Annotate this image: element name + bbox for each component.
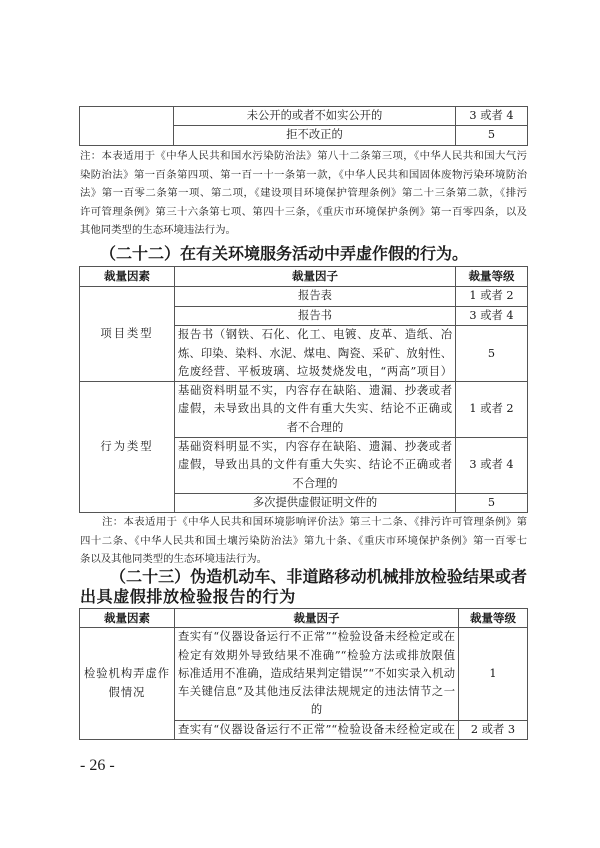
column-header: 裁量因素 <box>80 609 175 628</box>
note-line: 四十二条、《中华人民共和国土壤污染防治法》第九十条、《重庆市环境保护条例》第一百零七 <box>80 534 527 547</box>
factor-cell <box>175 720 459 739</box>
factor-text: 炼、印染、染料、水泥、煤电、陶瓷、采矿、放射性、 <box>178 346 452 360</box>
level-cell: 3 或者 4 <box>456 107 528 126</box>
section-heading: （二十二）在有关环境服务活动中弄虚作假的行为。 <box>100 244 469 263</box>
group-cell <box>80 287 175 382</box>
group-label: 假情况 <box>108 685 146 699</box>
factor-text: 查实有“仪器设备运行不正常”“检验设备未经检定或在 <box>178 630 455 644</box>
table-header-row <box>80 267 528 287</box>
factor-cell <box>175 628 459 720</box>
note-line: 注：本表适用于《中华人民共和国环境影响评价法》第三十二条、《排污许可管理条例》第 <box>102 516 527 528</box>
table-row <box>80 287 528 307</box>
factor-cell <box>175 326 456 382</box>
column-header: 裁量等级 <box>459 609 528 628</box>
note-line: 条以及其他同类型的生态环境违法行为。 <box>80 553 268 565</box>
factor-text: 基础资料明显不实，内容存在缺陷、遗漏、抄袭或者 <box>178 440 452 454</box>
factor-cell <box>175 287 456 307</box>
column-header: 裁量因素 <box>80 267 175 287</box>
factor-text: 未公开的或者不如实公开的 <box>246 109 383 122</box>
factor-text: 查实有“仪器设备运行不正常”“检验设备未经检定或在 <box>178 722 455 736</box>
factor-text: 报告表 <box>298 289 332 303</box>
column-header: 裁量因子 <box>175 609 459 628</box>
factor-cell <box>175 382 456 438</box>
level-cell: 5 <box>456 126 528 145</box>
level-cell: 3 或者 4 <box>456 307 528 326</box>
table-header-row <box>80 609 528 628</box>
group-label: 项目类型 <box>100 326 154 340</box>
column-header: 裁量等级 <box>456 267 528 287</box>
section-heading <box>80 567 527 607</box>
group-cell <box>80 382 175 513</box>
group-cell <box>80 628 175 740</box>
note-line: 注：本表适用于《中华人民共和国水污染防治法》第八十二条第三项，《中华人民共和国大气污 <box>80 150 527 162</box>
factor-cell <box>175 438 456 494</box>
factor-text: 标准适用不准确，造成结果判定错误”“不如实录入机动 <box>178 666 455 680</box>
level-cell: 1 <box>459 628 528 720</box>
level-cell: 5 <box>456 494 528 513</box>
note-line: 许可管理条例》第三十六条第七项、第四十三条，《重庆市环境保护条例》第一百零四条，以及 <box>80 205 527 218</box>
level-cell: 2 或者 3 <box>459 720 528 739</box>
table-row <box>80 382 528 438</box>
factor-text: 报告书（钢铁、石化、化工、电镀、皮革、造纸、冶 <box>178 328 452 342</box>
heading-line: （二十三）伪造机动车、非道路移动机械排放检验结果或者 <box>110 567 527 586</box>
table-note <box>80 513 527 569</box>
table-row <box>80 628 528 720</box>
factor-cell <box>175 307 456 326</box>
factor-cell-empty <box>80 107 174 146</box>
factor-text: 的 <box>310 703 323 717</box>
factor-text: 虚假，导致出具的文件有重大失实、结论不正确或者 <box>178 458 452 472</box>
discretion-table <box>79 608 528 740</box>
discretion-table <box>79 266 528 513</box>
level-cell: 3 或者 4 <box>456 438 528 494</box>
note-line: 染防治法》第一百条第四项、第一百一十一条第一款，《中华人民共和国固体废物污染环境防治 <box>80 168 527 181</box>
factor-cell <box>175 494 456 513</box>
note-line: 其他同类型的生态环境违法行为。 <box>80 224 236 236</box>
factor-text: 拒不改正的 <box>286 128 343 142</box>
factor-text: 虚假，未导致出具的文件有重大失实、结论不正确或 <box>178 402 452 416</box>
level-cell: 5 <box>456 326 528 382</box>
level-cell: 1 或者 2 <box>456 287 528 307</box>
heading-line: 出具虚假排放检验报告的行为 <box>80 587 296 606</box>
factor-text: 者不合理的 <box>286 420 344 434</box>
group-label: 行为类型 <box>100 440 154 454</box>
factor-text: 多次提供虚假证明文件的 <box>252 496 378 510</box>
level-cell: 1 或者 2 <box>456 382 528 438</box>
factor-cell <box>174 107 456 126</box>
factor-text: 检定有效期外导致结果不准确”“检验方法或排放限值 <box>178 648 455 662</box>
table-note <box>80 147 527 240</box>
factor-text: 车关键信息”及其他违反法律法规规定的违法情节之一 <box>178 685 455 699</box>
factor-text: 不合理的 <box>292 476 338 490</box>
group-label: 检验机构弄虚作 <box>83 667 171 681</box>
note-line: 法》第一百零二条第一项、第二项，《建设项目环境保护管理条例》第二十三条第二款，《排污 <box>80 187 527 199</box>
column-header: 裁量因子 <box>175 267 456 287</box>
factor-cell <box>174 126 456 145</box>
factor-text: 报告书 <box>298 309 332 322</box>
table-continued <box>79 106 528 146</box>
factor-text: 危废经营、平板玻璃、垃圾焚烧发电，“两高”项目） <box>178 364 452 378</box>
page-number: - 26 - <box>80 757 115 774</box>
table-row <box>80 107 528 126</box>
factor-text: 基础资料明显不实，内容存在缺陷、遗漏、抄袭或者 <box>178 384 452 398</box>
